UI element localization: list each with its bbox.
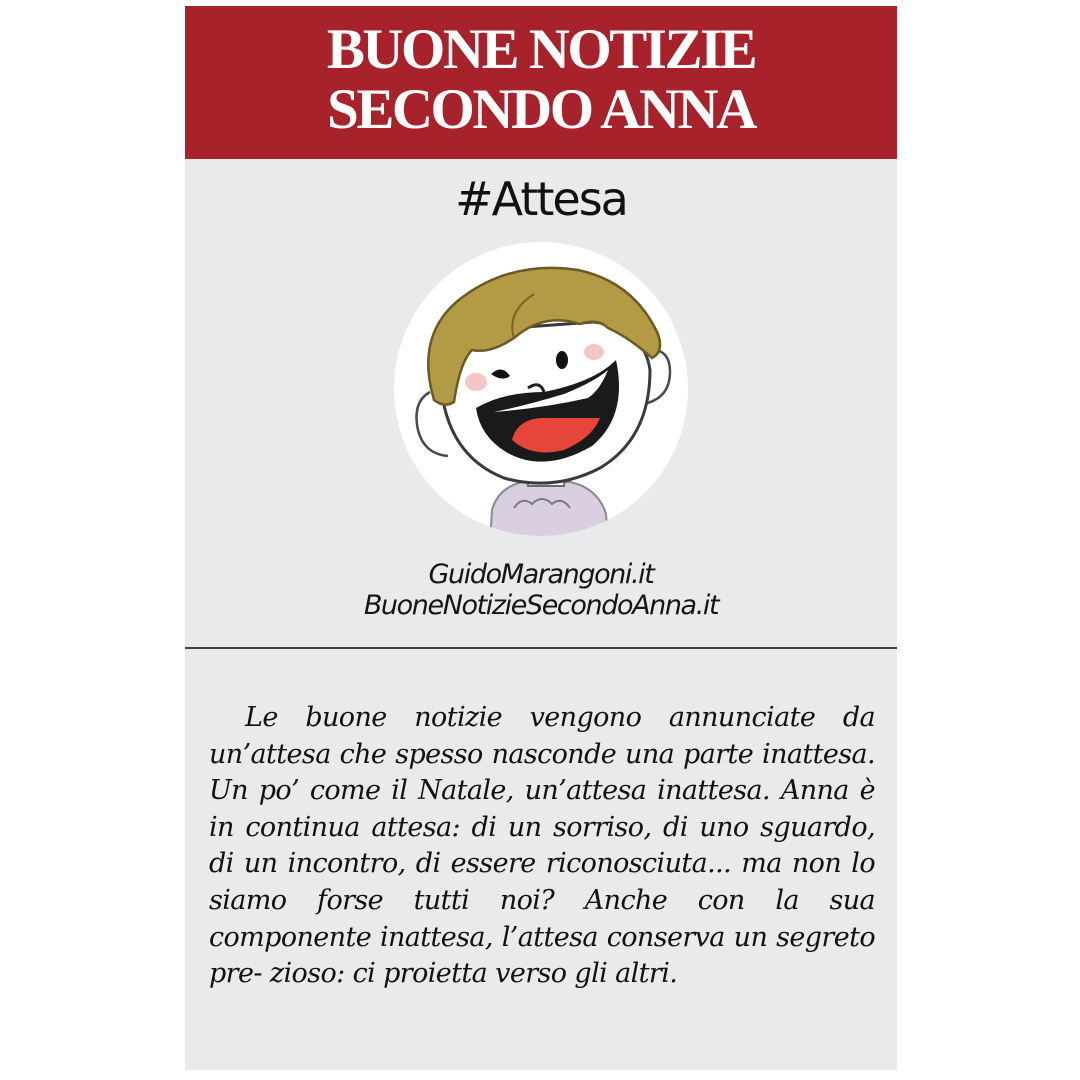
- hashtag-heading: #Attesa: [455, 172, 627, 226]
- smiling-girl-cartoon-icon: [394, 242, 688, 536]
- news-column: [185, 6, 897, 1070]
- column-title-line-2: SECONDO ANNA: [327, 78, 755, 141]
- column-title: [185, 20, 897, 140]
- avatar: [394, 242, 688, 536]
- website-link-guidomarangoni[interactable]: GuidoMarangoni.it: [428, 559, 654, 590]
- article-body: Le buone notizie vengono annunciate da un’attesa che spesso nasconde una parte inattesa. Un po’ come il Natale, un’attesa inattesa. Anna è in continua attesa: di un sorriso, di uno sguardo, di un incontro, di essere riconosciuta... ma non lo siamo forse tutti noi? Anche con la sua componente inattesa, l’attesa conserva un segreto pre- zioso: ci proietta verso gli altri.: [209, 702, 875, 990]
- website-links: [185, 559, 897, 621]
- column-title-line-1: BUONE NOTIZIE: [326, 18, 756, 81]
- divider: [185, 647, 897, 649]
- title-banner: [185, 6, 897, 159]
- website-link-buonenotizie[interactable]: BuoneNotizieSecondoAnna.it: [363, 590, 719, 621]
